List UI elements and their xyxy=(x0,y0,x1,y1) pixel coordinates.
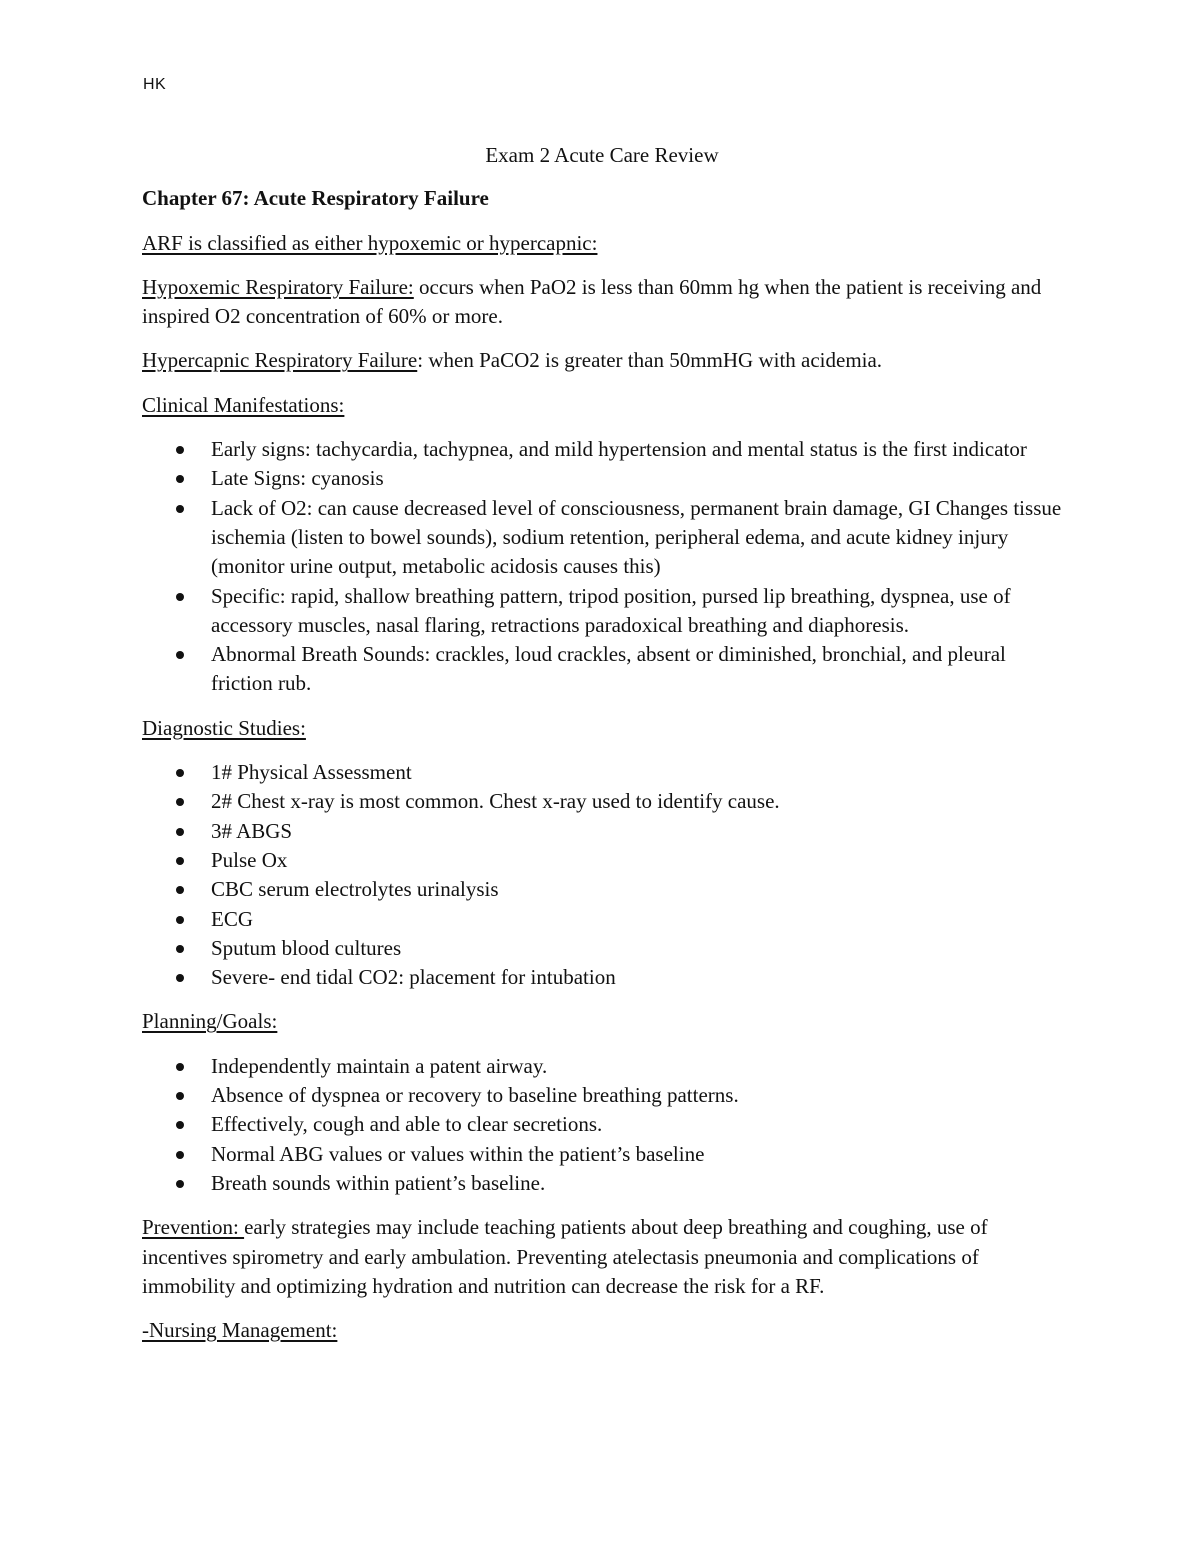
bullet-icon xyxy=(176,916,184,924)
list-item-text: 1# Physical Assessment xyxy=(211,760,412,785)
bullet-icon xyxy=(176,475,184,483)
diagnostic-studies-heading xyxy=(142,714,1062,743)
list-item-text: Pulse Ox xyxy=(211,847,288,872)
planning-goals-list xyxy=(142,1052,1062,1198)
classification-line xyxy=(142,229,1062,258)
list-item-text: Lack of O2: can cause decreased level of consciousness, permanent brain damage, GI Changes tissue ischemia (listen to bowel sounds), sodium retention, peripheral edema, and acute kidney injury (monitor urine output, metabolic acidosis causes this) xyxy=(211,495,1062,579)
bullet-icon xyxy=(176,1180,184,1188)
hypoxemic-text: occurs when PaO2 is less than 60mm hg when the patient is receiving and inspired O2 concentration of 60% or more. xyxy=(142,274,1042,329)
list-item-text: Severe- end tidal CO2: placement for intubation xyxy=(211,965,616,990)
list-item-text: CBC serum electrolytes urinalysis xyxy=(211,877,499,902)
document-title: Exam 2 Acute Care Review xyxy=(485,143,719,167)
classification-text: ARF is classified as either hypoxemic or hypercapnic: xyxy=(142,230,598,255)
planning-goals-heading xyxy=(142,1007,1062,1036)
list-item xyxy=(142,1110,1062,1139)
prevention-text: early strategies may include teaching patients about deep breathing and coughing, use of incentives spirometry and early ambulation. Preventing atelectasis pneumonia and complications of immobility and optimizing hydration and nutrition can decrease the risk for a RF. xyxy=(142,1215,988,1298)
list-item xyxy=(142,875,1062,904)
chapter-heading: Chapter 67: Acute Respiratory Failure xyxy=(142,186,489,211)
clinical-manifestations-list xyxy=(142,435,1062,699)
bullet-icon xyxy=(176,446,184,454)
list-item-text: 2# Chest x-ray is most common. Chest x-ray used to identify cause. xyxy=(211,789,780,814)
list-item xyxy=(142,1140,1062,1169)
bullet-icon xyxy=(176,828,184,836)
bullet-icon xyxy=(176,857,184,865)
diagnostic-studies-heading-text: Diagnostic Studies: xyxy=(142,715,306,740)
nursing-management-heading xyxy=(142,1316,1062,1345)
list-item xyxy=(142,494,1062,582)
bullet-icon xyxy=(176,505,184,513)
list-item-text: Independently maintain a patent airway. xyxy=(211,1053,548,1078)
list-item-text: Sputum blood cultures xyxy=(211,935,402,960)
list-item xyxy=(142,787,1062,816)
list-item-text: 3# ABGS xyxy=(211,818,293,843)
list-item-text: ECG xyxy=(211,906,253,931)
list-item-text: Normal ABG values or values within the patient’s baseline xyxy=(211,1141,705,1166)
document-body xyxy=(142,141,1062,1360)
bullet-icon xyxy=(176,886,184,894)
planning-goals-heading-text: Planning/Goals: xyxy=(142,1009,278,1034)
hypercapnic-text: : when PaCO2 is greater than 50mmHG with acidemia. xyxy=(417,348,883,373)
hypoxemic-paragraph xyxy=(142,273,1062,332)
list-item xyxy=(142,464,1062,493)
bullet-icon xyxy=(176,974,184,982)
bullet-icon xyxy=(176,798,184,806)
nursing-management-heading-text: -Nursing Management: xyxy=(142,1318,338,1343)
list-item-text: Early signs: tachycardia, tachypnea, and mild hypertension and mental status is the first indicator xyxy=(211,437,1027,462)
list-item xyxy=(142,905,1062,934)
bullet-icon xyxy=(176,769,184,777)
list-item xyxy=(142,963,1062,992)
list-item xyxy=(142,582,1062,641)
bullet-icon xyxy=(176,1092,184,1100)
clinical-manifestations-heading-text: Clinical Manifestations: xyxy=(142,392,345,417)
list-item xyxy=(142,934,1062,963)
list-item xyxy=(142,817,1062,846)
bullet-icon xyxy=(176,1121,184,1129)
list-item xyxy=(142,846,1062,875)
bullet-icon xyxy=(176,1063,184,1071)
prevention-paragraph xyxy=(142,1213,1062,1301)
list-item-text: Abnormal Breath Sounds: crackles, loud crackles, absent or diminished, bronchial, and pleural friction rub. xyxy=(211,642,1006,696)
list-item xyxy=(142,1169,1062,1198)
list-item xyxy=(142,758,1062,787)
bullet-icon xyxy=(176,651,184,659)
hypoxemic-label: Hypoxemic Respiratory Failure: xyxy=(142,274,414,299)
list-item xyxy=(142,435,1062,464)
prevention-label: Prevention: xyxy=(142,1215,245,1240)
bullet-icon xyxy=(176,1151,184,1159)
clinical-manifestations-heading xyxy=(142,391,1062,420)
hypercapnic-paragraph xyxy=(142,346,1062,375)
list-item xyxy=(142,640,1062,699)
bullet-icon xyxy=(176,593,184,601)
list-item-text: Late Signs: cyanosis xyxy=(211,466,384,491)
bullet-icon xyxy=(176,945,184,953)
list-item-text: Specific: rapid, shallow breathing pattern, tripod position, pursed lip breathing, dyspnea, use of accessory muscles, nasal flaring, retractions paradoxical breathing and diaphoresis. xyxy=(211,583,1011,637)
list-item-text: Absence of dyspnea or recovery to baseline breathing patterns. xyxy=(211,1083,739,1108)
list-item-text: Breath sounds within patient’s baseline. xyxy=(211,1170,546,1195)
list-item-text: Effectively, cough and able to clear secretions. xyxy=(211,1112,603,1137)
diagnostic-studies-list xyxy=(142,758,1062,992)
list-item xyxy=(142,1081,1062,1110)
hypercapnic-label: Hypercapnic Respiratory Failure xyxy=(142,348,418,373)
page-header: HK xyxy=(143,76,167,93)
list-item xyxy=(142,1052,1062,1081)
